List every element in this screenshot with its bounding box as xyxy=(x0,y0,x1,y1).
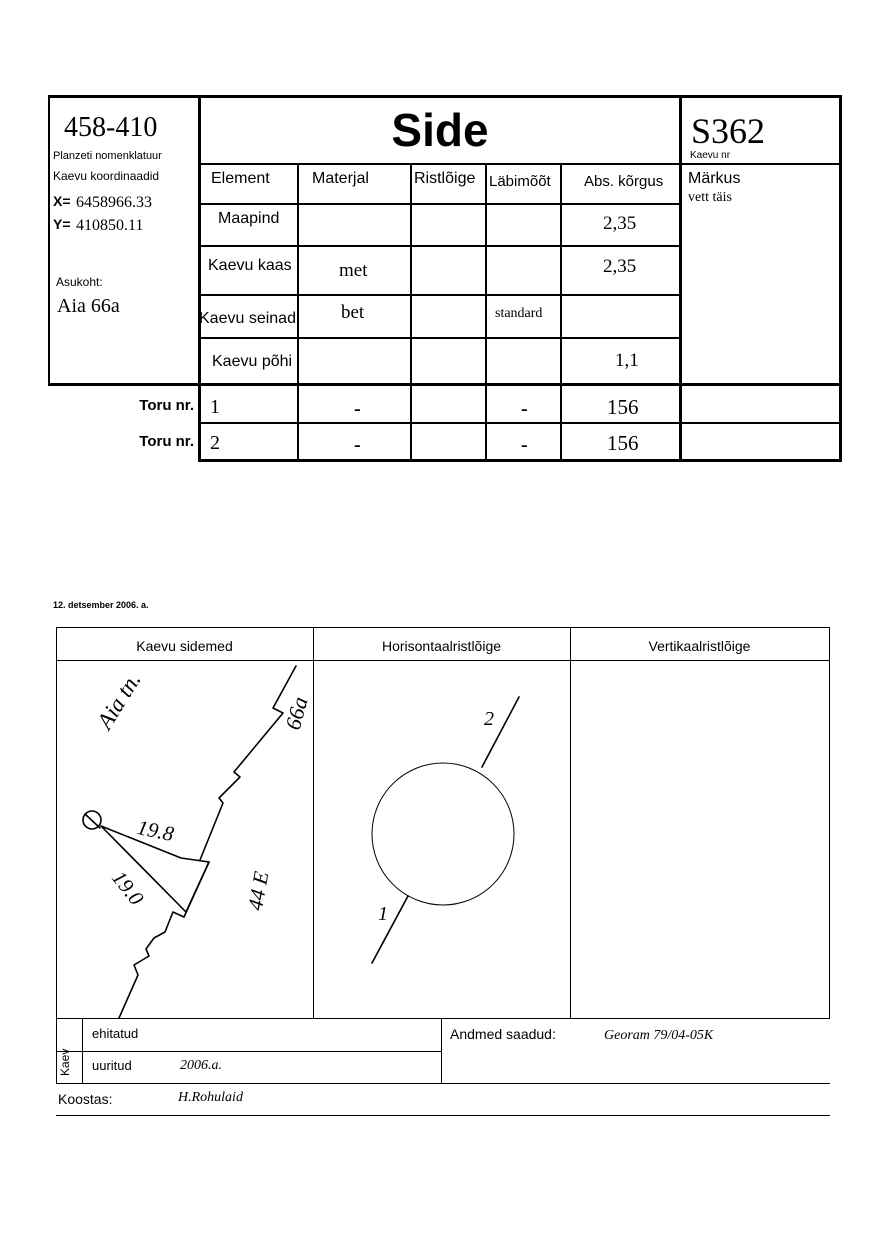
row-element: Kaevu seinad xyxy=(199,310,296,327)
row-element: Maapind xyxy=(218,210,280,227)
column-title-ties: Kaevu sidemed xyxy=(136,638,233,654)
pipe-diameter: - xyxy=(521,398,528,420)
data-source-label: Andmed saadud: xyxy=(450,1026,556,1042)
compiled-by-label: Koostas: xyxy=(58,1091,113,1107)
data-source-value: Georam 79/04-05K xyxy=(604,1028,714,1043)
well-side-label: Kaev xyxy=(58,1048,72,1076)
row-elevation: 2,35 xyxy=(603,213,637,234)
built-label: ehitatud xyxy=(92,1026,139,1041)
column-title-vertical: Vertikaalristlõige xyxy=(648,638,751,654)
pipe-material: - xyxy=(354,398,361,420)
surveyed-value: 2006.a. xyxy=(180,1058,222,1073)
col-header-remark: Märkus xyxy=(688,170,741,187)
coords-label: Kaevu koordinaadid xyxy=(53,169,160,183)
well-number: S362 xyxy=(691,111,766,151)
sketch-house2-label: 44 E xyxy=(243,869,274,913)
y-label: Y= xyxy=(53,216,71,232)
address-label: Asukoht: xyxy=(56,275,103,289)
column-title-horizontal: Horisontaalristlõige xyxy=(381,638,502,654)
pipe-1-label: 1 xyxy=(378,903,388,925)
well-number-label: Kaevu nr xyxy=(690,150,731,161)
document-date: 12. detsember 2006. a. xyxy=(53,600,149,610)
pipe-number: 2 xyxy=(210,432,220,454)
row-element: Kaevu kaas xyxy=(208,257,292,274)
pipe-2-label: 2 xyxy=(484,708,494,730)
row-elevation: 1,1 xyxy=(615,350,639,371)
row-material: bet xyxy=(341,302,365,323)
pipe-diameter: - xyxy=(521,434,528,456)
building-outline-upper xyxy=(200,666,296,860)
y-value: 410850.11 xyxy=(76,217,144,234)
pipe-number: 1 xyxy=(210,396,220,418)
pipe-material: - xyxy=(354,434,361,456)
surveyed-label: uuritud xyxy=(92,1058,132,1073)
row-diameter: standard xyxy=(495,306,543,321)
row-element: Kaevu põhi xyxy=(212,353,293,370)
x-label: X= xyxy=(53,193,71,209)
pipe-elevation: 156 xyxy=(607,431,639,455)
manhole-section-circle xyxy=(372,763,514,905)
address-value: Aia 66a xyxy=(57,295,120,317)
row-elevation: 2,35 xyxy=(603,256,637,277)
col-header-diameter: Läbimõõt xyxy=(489,173,551,190)
pipe-elevation: 156 xyxy=(607,395,639,419)
col-header-material: Materjal xyxy=(312,170,369,187)
col-header-cross-section: Ristlõige xyxy=(414,170,476,187)
sketch-street-label: Aia tn. xyxy=(92,667,146,734)
col-header-elevation: Abs. kõrgus xyxy=(584,173,664,190)
remark-value: vett täis xyxy=(688,190,732,205)
sheet-number-label: Planzeti nomenklatuur xyxy=(53,150,162,162)
pipe-label: Toru nr. xyxy=(139,433,194,450)
sketch-distance-1: 19.8 xyxy=(135,815,176,847)
col-header-element: Element xyxy=(211,170,270,187)
compiled-by-value: H.Rohulaid xyxy=(178,1090,243,1105)
sketch-house-label: 66a xyxy=(280,694,313,733)
sheet-number: 458-410 xyxy=(64,112,158,143)
row-material: met xyxy=(339,260,368,281)
x-value: 6458966.33 xyxy=(76,194,152,211)
pipe-label: Toru nr. xyxy=(139,397,194,414)
page-title: Side xyxy=(391,104,489,156)
sketch-distance-2: 19.0 xyxy=(107,866,149,910)
